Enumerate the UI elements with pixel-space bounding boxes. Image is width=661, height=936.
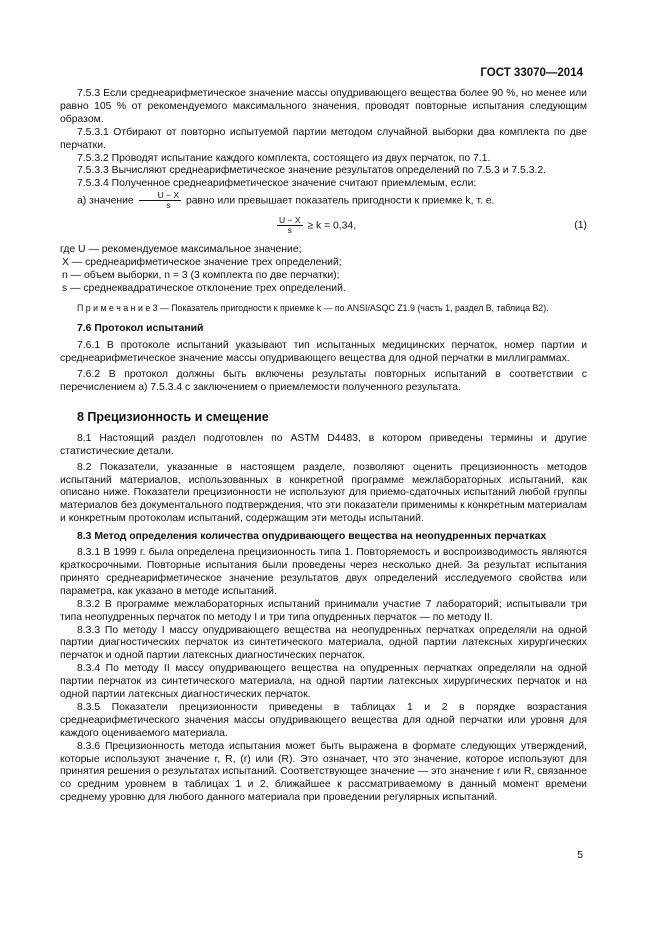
- paragraph-8-3-6: 8.3.6 Прецизионность метода испытания может быть выражена в формате следующих утверждений, которые используют значение r, R, (r) или (R). Это означает, что это значение, которое используют для принятия решения о результатах испытаний. Соответствующее значение — это значение r или R, связанное со средним уровнем в таблицах 1 и 2, ближайшее к рассматриваемому в данный момент времени среднему уровню для любого данного материала при проведении регулярных испытаний.: [60, 740, 587, 804]
- paragraph-7-6-1: 7.6.1 В протоколе испытаний указывают тип испытанных медицинских перчаток, номер партии и среднеарифметическое значение массы опудривающего вещества для одной перчатки в миллиграммах.: [60, 340, 587, 365]
- equation-rhs: ≥ k = 0,34,: [307, 220, 357, 232]
- equation-numerator: U − X: [279, 215, 301, 226]
- fraction-denominator: s: [166, 200, 171, 211]
- inline-fraction: [139, 191, 182, 210]
- fraction-numerator: U − X: [139, 191, 182, 201]
- paragraph-8-2: 8.2 Показатели, указанные в настоящем разделе, позволяют оценить прецизионность методов испытаний материалов, использованных в конкретной программе межлабораторных испытаний, как описано ниже. Показатели прецизионности не используют для приемо-сдаточных испытаний любой группы материалов без документального подтверждения, что эти показатели применимы к конкретным материалам и конкретным протоколам испытаний, содержащим эти методы испытаний.: [60, 461, 587, 525]
- page-number: 5: [577, 850, 583, 861]
- document-body: [60, 88, 587, 805]
- paragraph-item-a: [60, 191, 587, 210]
- heading-7-6: 7.6 Протокол испытаний: [77, 323, 204, 335]
- heading-8-3: 8.3 Метод определения количества опудривающего вещества на неопудренных перчатках: [77, 531, 547, 543]
- paragraph-8-3-4: 8.3.4 По методу II массу опудривающего вещества на опудренных перчатках определяли на одной партии перчаток из синтетического материала, на одной партии латексных хирургических перчаток и на одной партии латексных диагностических перчаток.: [60, 663, 587, 701]
- where-line-2: X — среднеарифметическое значение трех определений;: [62, 257, 342, 269]
- where-line-3: n — объем выборки, n = 3 (3 комплекта по две перчатки);: [62, 270, 340, 282]
- equation-number: (1): [574, 220, 587, 232]
- paragraph-8-1: 8.1 Настоящий раздел подготовлен по ASTM D4483, в котором приведены термины и другие статистические детали.: [60, 432, 587, 457]
- where-line-4: s — среднеквадратическое отклонение трех определений.: [62, 282, 346, 294]
- equation-body: [275, 216, 356, 235]
- paragraph-8-3-1: 8.3.1 В 1999 г. была определена прецизионность типа 1. Повторяемость и воспроизводимость являются краткосрочными. Повторные испытания были проведены через несколько дней. За результат испытания принято среднеарифметическое значение результатов двух определений исследуемого свойства или параметра, как указано в методе испытаний.: [60, 547, 587, 597]
- item-a-prefix: а) значение: [77, 195, 134, 207]
- equation-fraction: [277, 216, 303, 235]
- equation-1: [60, 214, 587, 242]
- note-3: П р и м е ч а н и е 3 — Показатель пригодности к приемке k — по ANSI/ASQC Z1.9 (часть 1, раздел В, таблица В2).: [77, 302, 549, 313]
- paragraph-7-6-2: 7.6.2 В протокол должны быть включены результаты повторных испытаний в соответствии с перечислением а) 7.5.3.4 с заключением о приемлемости полученного результата.: [60, 369, 587, 393]
- paragraph-8-3-3: 8.3.3 По методу I массу опудривающего вещества на неопудренных перчатках определяли на одной партии диагностических перчаток из синтетического материала, одной партии латексных хирургических перчаток и одной партии латексных диагностических перчаток.: [60, 624, 587, 662]
- paragraph-8-3-5: 8.3.5 Показатели прецизионности приведены в таблицах 1 и 2 в порядке возрастания среднеарифметического значения массы опудривающего вещества для одной перчатки или уровня для каждого оцениваемого материала.: [60, 701, 587, 739]
- paragraph-7-5-3: 7.5.3 Если среднеарифметическое значение массы опудривающего вещества более 90 %, но менее или равно 105 % от рекомендуемого максимального значения, проводят повторные испытания следующим образом.: [60, 88, 587, 125]
- paragraph-7-5-3-1: 7.5.3.1 Отбирают от повторно испытуемой партии методом случайной выборки два комплекта по две перчатки.: [60, 126, 587, 151]
- paragraph-8-3-2: 8.3.2 В программе межлабораторных испытаний принимали участие 7 лабораторий; испытывали три типа неопудренных перчаток по методу I и три типа опудренных перчаток — по методу II.: [60, 598, 587, 623]
- heading-8: 8 Прецизионность и смещение: [77, 409, 269, 424]
- where-line-1: где U — рекомендуемое максимальное значение;: [60, 244, 302, 256]
- paragraph-7-5-3-4: 7.5.3.4 Полученное среднеарифметическое значение считают приемлемым, если:: [77, 178, 477, 190]
- item-a-suffix: равно или превышает показатель пригодности к приемке k, т. е.: [185, 195, 495, 207]
- paragraph-7-5-3-2: 7.5.3.2 Проводят испытание каждого комплекта, состоящего из двух перчаток, по 7.1.: [77, 152, 491, 164]
- document-header-code: ГОСТ 33070—2014: [480, 67, 583, 79]
- equation-denominator: s: [287, 225, 292, 236]
- paragraph-7-5-3-3: 7.5.3.3 Вычисляют среднеарифметическое значение результатов определений по 7.5.3 и 7.5.3.2.: [77, 165, 547, 177]
